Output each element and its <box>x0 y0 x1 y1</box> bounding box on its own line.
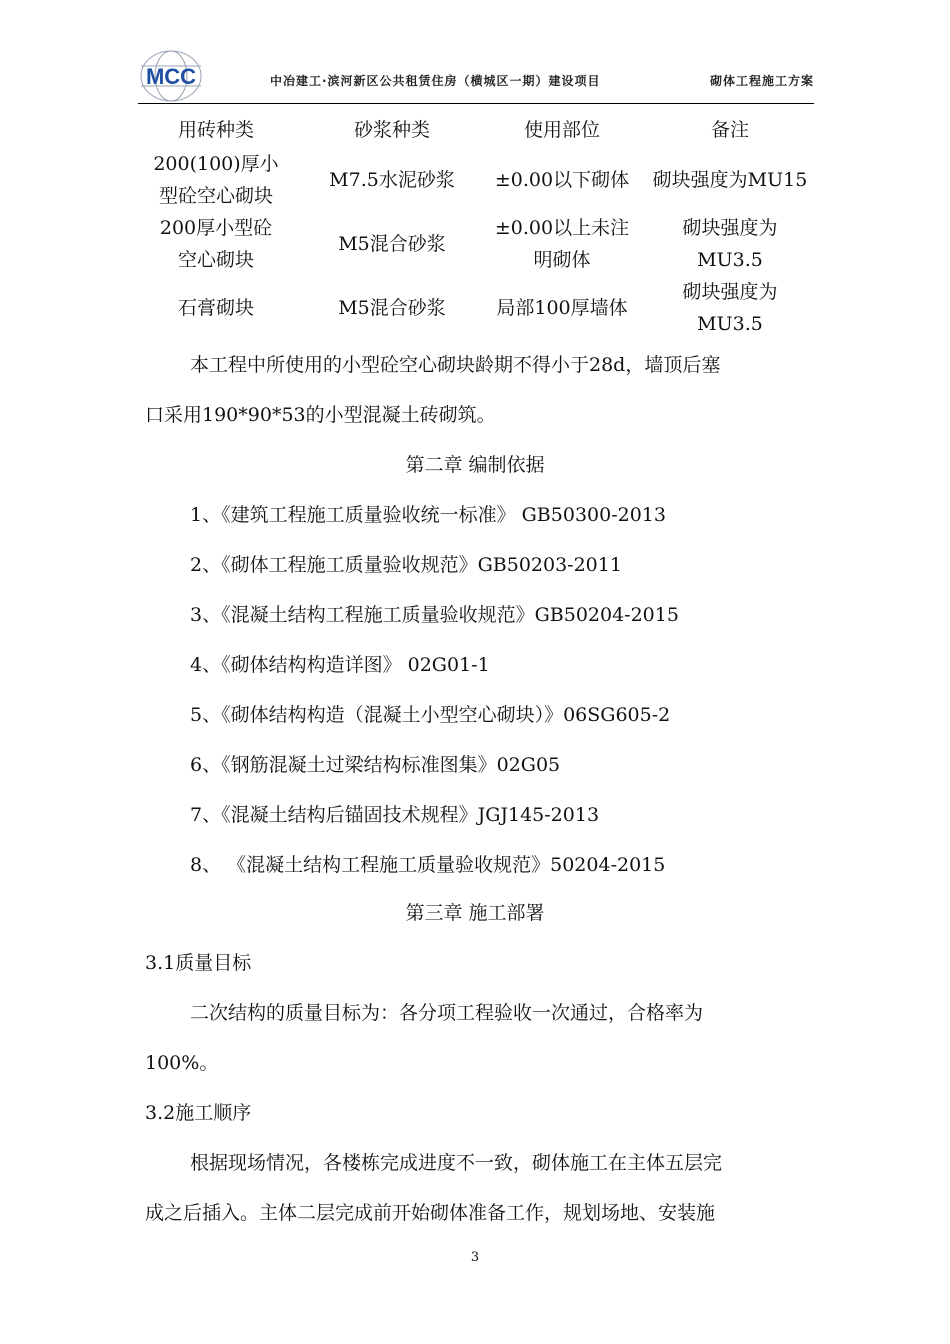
cell-line: 200厚小型砼 <box>159 217 273 239</box>
cell-line: 砌块强度为 <box>682 217 778 239</box>
paragraph-line: 成之后插入。主体二层完成前开始砌体准备工作，规划场地、安装施 <box>145 1202 716 1224</box>
header-title: 中冶建工·滨河新区公共租赁住房（横城区一期）建设项目 <box>270 74 601 88</box>
table-cell <box>125 212 307 276</box>
header-doc-name: 砌体工程施工方案 <box>709 74 814 88</box>
cell-line: 石膏砌块 <box>177 297 254 319</box>
cell-line: ±0.00以下砌体 <box>494 169 630 191</box>
reference-item: 3、《混凝土结构工程施工质量验收规范》GB50204-2015 <box>190 604 679 626</box>
reference-item: 1、《建筑工程施工质量验收统一标准》 GB50300-2013 <box>190 504 666 526</box>
materials-table <box>125 112 813 340</box>
reference-item: 4、《砌体结构构造详图》 02G01-1 <box>190 654 490 676</box>
reference-item: 5、《砌体结构构造（混凝土小型空心砌块）》06SG605-2 <box>190 704 671 726</box>
cell-line: MU3.5 <box>697 249 763 271</box>
table-cell <box>125 148 307 212</box>
header-cell: 使用部位 <box>523 119 600 141</box>
table-header-row <box>125 112 813 148</box>
reference-item: 2、《砌体工程施工质量验收规范》GB50203-2011 <box>190 554 622 576</box>
header-divider <box>138 103 814 104</box>
table-row <box>125 212 813 276</box>
paragraph-line: 100%。 <box>145 1052 219 1074</box>
page-number: 3 <box>470 1250 480 1265</box>
section-3-1-heading: 3.1质量目标 <box>145 952 252 974</box>
table-cell <box>647 276 813 340</box>
table-cell <box>477 212 647 276</box>
table-cell <box>647 212 813 276</box>
chapter-2-heading: 第二章 编制依据 <box>405 454 545 476</box>
table-cell <box>307 276 477 340</box>
table-cell <box>477 276 647 340</box>
reference-item: 7、《混凝土结构后锚固技术规程》JGJ145-2013 <box>190 804 600 826</box>
table-cell <box>125 276 307 340</box>
cell-line: 空心砌块 <box>177 249 254 271</box>
page-header <box>138 44 814 104</box>
paragraph-line: 根据现场情况，各楼栋完成进度不一致，砌体施工在主体五层完 <box>190 1152 723 1174</box>
cell-line: ±0.00以上未注 <box>494 217 630 239</box>
chapter-3-heading: 第三章 施工部署 <box>405 902 545 924</box>
paragraph-line: 本工程中所使用的小型砼空心砌块龄期不得小于28d，墙顶后塞 <box>190 354 721 376</box>
table-cell <box>477 148 647 212</box>
cell-line: 200(100)厚小 <box>153 153 279 175</box>
table-row <box>125 148 813 212</box>
cell-line: 明砌体 <box>533 249 591 271</box>
cell-line: MU3.5 <box>697 313 763 335</box>
section-3-2-heading: 3.2施工顺序 <box>145 1102 252 1124</box>
cell-line: M7.5水泥砂浆 <box>329 169 455 191</box>
header-cell: 用砖种类 <box>177 119 254 141</box>
cell-line: 局部100厚墙体 <box>496 297 628 319</box>
mcc-logo <box>138 48 204 104</box>
paragraph-line: 口采用190*90*53的小型混凝土砖砌筑。 <box>145 404 496 426</box>
reference-item: 6、《钢筋混凝土过梁结构标准图集》02G05 <box>190 754 561 776</box>
header-cell: 备注 <box>710 119 749 141</box>
table-cell <box>307 212 477 276</box>
header-cell: 砂浆种类 <box>353 119 430 141</box>
table-cell <box>647 148 813 212</box>
cell-line: 砌块强度为 <box>682 281 778 303</box>
table-cell <box>307 148 477 212</box>
table-row <box>125 276 813 340</box>
cell-line: M5混合砂浆 <box>338 233 446 255</box>
paragraph-line: 二次结构的质量目标为：各分项工程验收一次通过，合格率为 <box>190 1002 704 1024</box>
logo-text: MCC <box>145 64 197 89</box>
reference-item: 8、 《混凝土结构工程施工质量验收规范》50204-2015 <box>190 854 666 876</box>
cell-line: M5混合砂浆 <box>338 297 446 319</box>
cell-line: 型砼空心砌块 <box>158 185 273 207</box>
cell-line: 砌块强度为MU15 <box>652 169 808 191</box>
